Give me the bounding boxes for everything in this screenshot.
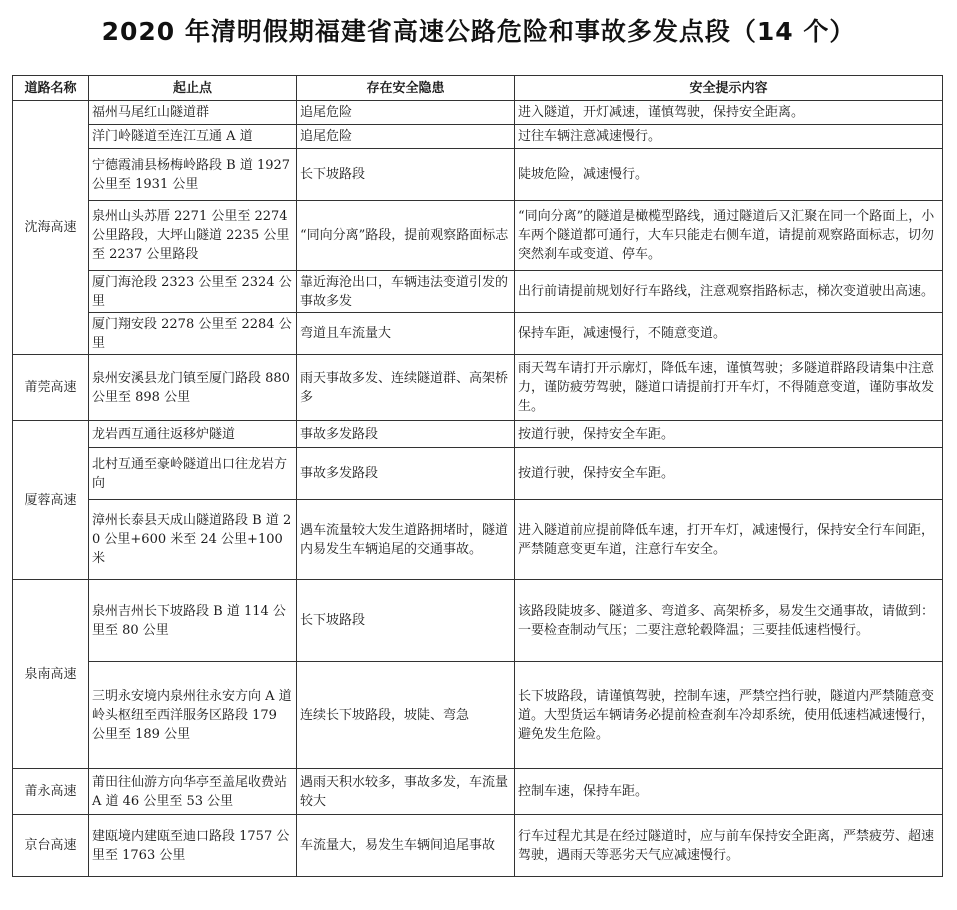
road-name: 莆莞高速 [13, 355, 89, 421]
road-name: 厦蓉高速 [13, 421, 89, 580]
hazard-cell: 事故多发路段 [297, 448, 515, 500]
section-cell: 宁德霞浦县杨梅岭路段 B 道 1927 公里至 1931 公里 [89, 149, 297, 201]
header-section: 起止点 [89, 76, 297, 101]
table-row [13, 580, 943, 662]
table-row [13, 101, 943, 125]
tip-cell: “同向分离”的隧道是橄榄型路线，通过隧道后又汇聚在同一个路面上，小车两个隧道都可通行，大车只能走右侧车道，请提前观察路面标志，切勿突然刹车或变道、停车。 [515, 201, 943, 271]
tip-cell: 控制车速，保持车距。 [515, 769, 943, 815]
section-cell: 泉州山头苏厝 2271 公里至 2274 公里路段，大坪山隧道 2235 公里至 2237 公里路段 [89, 201, 297, 271]
hazard-cell: 雨天事故多发、连续隧道群、高架桥多 [297, 355, 515, 421]
tip-cell: 雨天驾车请打开示廓灯，降低车速，谨慎驾驶；多隧道群路段请集中注意力，谨防疲劳驾驶，隧道口请提前打开车灯，不得随意变道，谨防事故发生。 [515, 355, 943, 421]
section-cell: 北村互通至豪岭隧道出口往龙岩方向 [89, 448, 297, 500]
section-cell: 三明永安境内泉州往永安方向 A 道岭头枢纽至西洋服务区路段 179 公里至 189 公里 [89, 662, 297, 769]
hazard-cell: 弯道且车流量大 [297, 313, 515, 355]
road-name: 泉南高速 [13, 580, 89, 769]
hazard-cell: 遇雨天积水较多，事故多发，车流量较大 [297, 769, 515, 815]
hazard-cell: 长下坡路段 [297, 580, 515, 662]
road-name: 莆永高速 [13, 769, 89, 815]
tip-cell: 按道行驶，保持安全车距。 [515, 421, 943, 448]
table-row [13, 769, 943, 815]
hazard-cell: 靠近海沧出口，车辆违法变道引发的事故多发 [297, 271, 515, 313]
tip-cell: 保持车距，减速慢行，不随意变道。 [515, 313, 943, 355]
table-row [13, 815, 943, 877]
section-cell: 厦门翔安段 2278 公里至 2284 公里 [89, 313, 297, 355]
table-header-row [13, 76, 943, 101]
tip-cell: 出行前请提前规划好行车路线，注意观察指路标志，梯次变道驶出高速。 [515, 271, 943, 313]
section-cell: 建瓯境内建瓯至迪口路段 1757 公里至 1763 公里 [89, 815, 297, 877]
section-cell: 洋门岭隧道至连江互通 A 道 [89, 125, 297, 149]
table-row [13, 125, 943, 149]
road-name: 京台高速 [13, 815, 89, 877]
hazard-cell: 遇车流量较大发生道路拥堵时，隧道内易发生车辆追尾的交通事故。 [297, 500, 515, 580]
hazard-cell: 车流量大，易发生车辆间追尾事故 [297, 815, 515, 877]
tip-cell: 过往车辆注意减速慢行。 [515, 125, 943, 149]
hazard-cell: 追尾危险 [297, 101, 515, 125]
section-cell: 泉州吉州长下坡路段 B 道 114 公里至 80 公里 [89, 580, 297, 662]
table-row [13, 149, 943, 201]
tip-cell: 长下坡路段，请谨慎驾驶，控制车速，严禁空挡行驶，隧道内严禁随意变道。大型货运车辆请务必提前检查刹车冷却系统，使用低速档减速慢行，避免发生危险。 [515, 662, 943, 769]
section-cell: 莆田往仙游方向华亭至盖尾收费站 A 道 46 公里至 53 公里 [89, 769, 297, 815]
tip-cell: 该路段陡坡多、隧道多、弯道多、高架桥多，易发生交通事故，请做到：一要检查制动气压；二要注意轮毂降温；三要挂低速档慢行。 [515, 580, 943, 662]
header-hazard: 存在安全隐患 [297, 76, 515, 101]
table-row [13, 500, 943, 580]
hazard-cell: 追尾危险 [297, 125, 515, 149]
tip-cell: 陡坡危险，减速慢行。 [515, 149, 943, 201]
table-row [13, 313, 943, 355]
section-cell: 泉州安溪县龙门镇至厦门路段 880 公里至 898 公里 [89, 355, 297, 421]
table-row [13, 271, 943, 313]
hazard-cell: 长下坡路段 [297, 149, 515, 201]
section-cell: 龙岩西互通往返移炉隧道 [89, 421, 297, 448]
header-road: 道路名称 [13, 76, 89, 101]
hazard-table [12, 75, 943, 877]
section-cell: 厦门海沧段 2323 公里至 2324 公里 [89, 271, 297, 313]
table-row [13, 448, 943, 500]
tip-cell: 行车过程尤其是在经过隧道时，应与前车保持安全距离，严禁疲劳、超速驾驶，遇雨天等恶劣天气应减速慢行。 [515, 815, 943, 877]
section-cell: 漳州长泰县天成山隧道路段 B 道 20 公里+600 米至 24 公里+100 米 [89, 500, 297, 580]
table-row [13, 355, 943, 421]
hazard-cell: 连续长下坡路段，坡陡、弯急 [297, 662, 515, 769]
section-cell: 福州马尾红山隧道群 [89, 101, 297, 125]
table-row [13, 201, 943, 271]
table-row [13, 662, 943, 769]
tip-cell: 按道行驶，保持安全车距。 [515, 448, 943, 500]
table-row [13, 421, 943, 448]
hazard-cell: “同向分离”路段，提前观察路面标志 [297, 201, 515, 271]
hazard-cell: 事故多发路段 [297, 421, 515, 448]
tip-cell: 进入隧道，开灯减速，谨慎驾驶，保持安全距离。 [515, 101, 943, 125]
road-name: 沈海高速 [13, 101, 89, 355]
tip-cell: 进入隧道前应提前降低车速，打开车灯，减速慢行，保持安全行车间距，严禁随意变更车道，注意行车安全。 [515, 500, 943, 580]
header-tip: 安全提示内容 [515, 76, 943, 101]
page-title: 2020 年清明假期福建省高速公路危险和事故多发点段（14 个） [101, 17, 856, 46]
